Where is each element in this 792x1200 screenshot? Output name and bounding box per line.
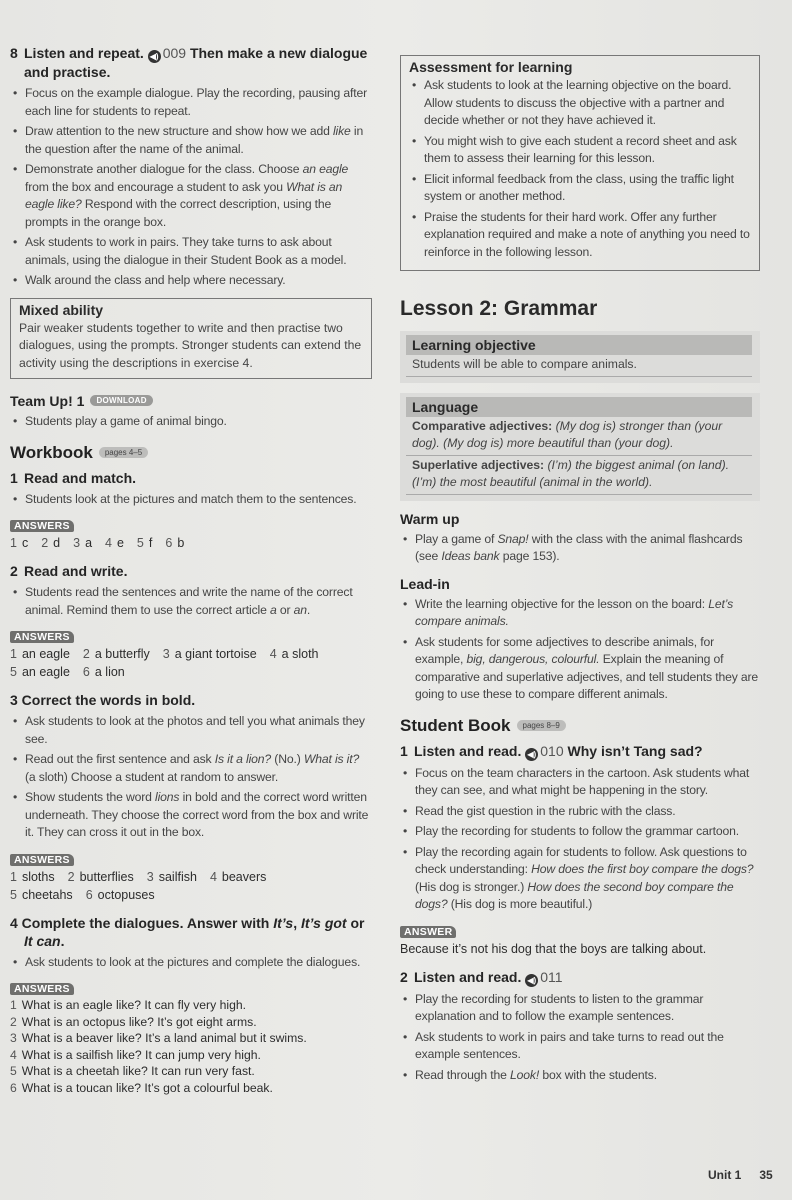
- text-segment: Ideas bank: [441, 549, 500, 563]
- answer-value: a sloth: [281, 647, 319, 661]
- text-segment: Praise the students for their hard work. Offer any further explanation required and make a note of anything you need to reinforce in the following lesson.: [424, 209, 750, 259]
- answer-number: 2: [10, 1014, 17, 1029]
- answer-value: cheetahs: [21, 887, 73, 902]
- bullet-item: [400, 844, 760, 914]
- answer-number: 3: [10, 1031, 17, 1045]
- answer-tag: ANSWER: [400, 926, 456, 938]
- box-title: Learning objective: [406, 335, 752, 355]
- answer-row: [10, 645, 372, 663]
- text-segment: (I’m) the biggest animal (on land). (I’m) the most beautiful (animal in the world).: [412, 457, 730, 489]
- text-segment: Students play a game of animal bingo.: [25, 414, 227, 428]
- workbook-ex1-heading: [10, 469, 372, 487]
- text-segment: or: [276, 602, 294, 617]
- bullet-item: [10, 954, 372, 972]
- text-segment: an: [293, 602, 307, 617]
- lesson-title: Lesson 2: Grammar: [400, 297, 598, 320]
- answer-value: beavers: [221, 869, 267, 884]
- text-segment: Let’s compare animals.: [415, 596, 734, 628]
- bullet-list: [10, 85, 372, 290]
- workbook-ex2-heading: [10, 562, 372, 580]
- bullet-item: [400, 1067, 760, 1085]
- bullet-item: [409, 77, 751, 130]
- box-title: Language: [406, 397, 752, 417]
- text-segment: page 153).: [499, 549, 560, 563]
- text-segment: .: [306, 602, 311, 617]
- answer-value: a lion: [94, 665, 125, 679]
- text-segment: (His dog is stronger.): [415, 879, 528, 894]
- answer-value: an eagle: [21, 665, 70, 679]
- answers: [10, 997, 372, 1096]
- bullet-item: [10, 161, 372, 231]
- exercise-number: 1: [10, 469, 18, 486]
- bullet-item: [10, 584, 372, 619]
- text-segment: Look!: [510, 1067, 540, 1082]
- answer-value: a giant tortoise: [174, 647, 257, 661]
- text-segment: Play a game of: [415, 531, 498, 546]
- answer-number: 2: [41, 536, 49, 550]
- answer-number: 2: [82, 647, 90, 661]
- objective-text: Students will be able to compare animals.: [406, 355, 752, 377]
- answers-tag: ANSWERS: [10, 983, 74, 995]
- text-segment: Comparative adjectives:: [412, 418, 556, 433]
- answer-value: What is a cheetah like? It can run very fast.: [21, 1064, 255, 1078]
- bullet-item: [10, 491, 372, 509]
- answer-value: c: [21, 536, 29, 550]
- bullet-item: [10, 123, 372, 158]
- bullet-item: [400, 991, 760, 1026]
- answer-value: a butterfly: [94, 647, 150, 661]
- answer-item: [10, 888, 73, 902]
- bullet-item: [400, 596, 760, 631]
- text-segment: (My dog is) stronger than (your dog). (My dog is) more beautiful than (your dog).: [412, 418, 723, 450]
- exercise-8-heading: [10, 44, 372, 81]
- text-segment: Is it a lion?: [214, 752, 272, 766]
- page-number: 35: [759, 1168, 773, 1182]
- answer-number: 3: [146, 869, 154, 884]
- page-footer: [708, 1168, 791, 1182]
- answer-value: b: [177, 536, 185, 550]
- student-book-heading: [400, 716, 760, 736]
- answer-item: [83, 647, 150, 661]
- section-title: Workbook: [10, 442, 93, 462]
- answer-value: What is an eagle like? It can fly very high.: [21, 998, 247, 1012]
- sb-ex1-heading: [400, 742, 760, 761]
- bullet-item: [10, 413, 372, 431]
- bullet-item: [400, 765, 760, 800]
- text-segment: 4 Complete the dialogues. Answer with: [10, 914, 274, 931]
- lead-in-heading: Lead-in: [400, 575, 450, 592]
- answer-value: octopuses: [97, 887, 155, 902]
- answer-item: [10, 536, 28, 550]
- text-segment: Ask students to look at the learning objective on the board. Allow students to discuss the objective with a partner and decide whether or not they have achieved it.: [424, 78, 732, 127]
- answer-item: [165, 536, 184, 550]
- exercise-title-2: Why isn’t Tang sad?: [567, 742, 703, 759]
- text-segment: Play the recording for students to listen to the grammar explanation and to follow the example sentences.: [415, 991, 704, 1023]
- answer-value: sailfish: [158, 869, 197, 884]
- answer-text: Because it’s not his dog that the boys are talking about.: [400, 941, 707, 956]
- text-segment: (No.): [271, 752, 304, 766]
- text-segment: Walk around the class and help where necessary.: [25, 273, 286, 287]
- right-column: [400, 55, 760, 1090]
- bullet-list: [10, 713, 372, 842]
- bullet-list: [409, 77, 751, 261]
- answer-item: [105, 536, 124, 550]
- bullet-list: [400, 596, 760, 704]
- assessment-box: [400, 55, 760, 271]
- audio-icon: ◀): [525, 748, 538, 761]
- text-segment: Superlative adjectives:: [412, 457, 548, 472]
- text-segment: It’s: [273, 914, 294, 931]
- text-segment: It can: [24, 932, 61, 949]
- bullet-item: [10, 713, 372, 748]
- text-segment: Ask students to look at the pictures and complete the dialogues.: [25, 954, 361, 969]
- audio-track: 009: [162, 45, 187, 61]
- answers: [10, 868, 372, 904]
- answer-number: 1: [10, 869, 17, 884]
- text-segment: Demonstrate another dialogue for the class. Choose: [25, 162, 303, 176]
- answers: [10, 645, 372, 681]
- answer-row: [10, 868, 372, 886]
- text-segment: How does the first boy compare the dogs?: [531, 862, 754, 876]
- bullet-list: [10, 954, 372, 972]
- answer-row: [10, 1047, 372, 1064]
- answer-number: 5: [10, 1064, 17, 1078]
- workbook-ex3-heading: [10, 691, 372, 709]
- bullet-item: [409, 171, 751, 206]
- box-title: Assessment for learning: [409, 59, 573, 75]
- text-segment: Read the gist question in the rubric with the class.: [415, 803, 676, 818]
- answer-number: 2: [67, 869, 75, 884]
- text-segment: Students look at the pictures and match them to the sentences.: [25, 491, 357, 506]
- answer-value: What is a toucan like? It’s got a colourful beak.: [21, 1080, 273, 1095]
- bullet-item: [409, 209, 751, 262]
- bullet-item: [400, 803, 760, 821]
- answer-number: 6: [85, 887, 93, 902]
- text-segment: Focus on the team characters in the cartoon. Ask students what they can see, and what might be happening in the story.: [415, 765, 750, 797]
- text-segment: You might wish to give each student a record sheet and ask them to assess their learning for this lesson.: [424, 133, 737, 165]
- sb-ex2-heading: [400, 968, 760, 987]
- exercise-title: Read and match.: [24, 469, 137, 486]
- bullet-list: [400, 991, 760, 1085]
- answer-item: [210, 870, 266, 884]
- answer-item: [137, 536, 152, 550]
- answer-number: 6: [165, 536, 173, 550]
- text-segment: Read out the first sentence and ask: [25, 752, 215, 766]
- audio-track: 010: [540, 742, 564, 759]
- exercise-title-2: Then make a new dialogue and practise.: [24, 45, 368, 80]
- left-column: [10, 44, 372, 1106]
- language-box: [400, 393, 760, 501]
- answer-number: 6: [10, 1080, 17, 1095]
- answers-tag: ANSWERS: [10, 520, 74, 532]
- text-segment: Focus on the example dialogue. Play the recording, pausing after each line for students to repeat.: [25, 86, 368, 118]
- exercise-number: 2: [10, 563, 18, 579]
- text-segment: .: [191, 692, 196, 708]
- text-segment: How does the second boy compare the dogs?: [415, 879, 734, 911]
- exercise-title: Listen and read.: [414, 968, 522, 985]
- unit-label: Unit 1: [708, 1168, 742, 1182]
- download-badge[interactable]: DOWNLOAD: [90, 395, 152, 406]
- text-segment: (a sloth) Choose a student at random to answer.: [25, 769, 279, 784]
- text-segment: Play the recording for students to follow the grammar cartoon.: [415, 824, 739, 838]
- text-segment: Write the learning objective for the lesson on the board:: [415, 596, 709, 611]
- learning-objective-box: [400, 331, 760, 383]
- text-segment: Students read the sentences and write the name of the correct animal. Remind them to use the correct article: [25, 585, 353, 617]
- bullet-item: [10, 751, 372, 786]
- answer-number: 4: [269, 647, 277, 661]
- answer-row: [10, 1014, 372, 1031]
- answer-row: [10, 1080, 372, 1097]
- text-segment: box with the students.: [539, 1067, 657, 1082]
- text-segment: in bold and the correct word written underneath. They choose the correct word from the box and write it. They can cross it out in the box.: [25, 790, 369, 839]
- answer-value: butterflies: [79, 869, 134, 884]
- workbook-heading: [10, 443, 372, 463]
- text-segment: Read through the: [415, 1067, 511, 1082]
- bullet-list: [400, 765, 760, 914]
- answer-number: 4: [105, 536, 112, 550]
- answer-value: What is a beaver like? It’s a land animal but it swims.: [21, 1031, 307, 1045]
- mixed-ability-box: [10, 298, 372, 380]
- bullet-item: [400, 531, 760, 566]
- bullet-list: [400, 531, 760, 566]
- workbook-ex4-heading: [10, 914, 372, 950]
- text-segment: Ask students for some adjectives to describe animals, for example,: [415, 634, 714, 666]
- exercise-title: Read and write.: [24, 563, 128, 579]
- answer-value: a: [85, 536, 93, 550]
- text-segment: 3 Correct the words in: [10, 692, 162, 708]
- text-segment: (His dog is more beautiful.): [447, 897, 593, 911]
- answer-item: [10, 870, 55, 884]
- answer-item: [10, 665, 70, 679]
- superlative-row: [406, 456, 752, 495]
- exercise-number: 2: [400, 968, 408, 985]
- bullet-list: [10, 491, 372, 509]
- comparative-row: [406, 417, 752, 456]
- answer-number: 1: [10, 998, 17, 1012]
- text-segment: lions: [155, 790, 180, 804]
- warm-up-heading: Warm up: [400, 510, 460, 527]
- team-up-title: Team Up! 1: [10, 393, 85, 409]
- answer-number: 6: [82, 665, 90, 679]
- bullet-item: [10, 272, 372, 290]
- answer-number: 3: [162, 647, 170, 661]
- audio-track: 011: [540, 968, 563, 985]
- answer-item: [83, 665, 125, 679]
- answer-row: [10, 663, 372, 681]
- answer-item: [41, 536, 60, 550]
- answer-number: 5: [10, 887, 17, 902]
- answer-number: 1: [10, 536, 17, 550]
- bullet-item: [10, 85, 372, 120]
- answer-value: e: [116, 536, 124, 550]
- bullet-list: [10, 413, 372, 431]
- text-segment: Ask students to look at the photos and tell you what animals they see.: [25, 714, 365, 746]
- answer-item: [68, 870, 134, 884]
- bullet-item: [409, 133, 751, 168]
- text-segment: Respond with the correct description, using the prompts in the orange box.: [25, 197, 332, 229]
- box-text: Pair weaker students together to write and then practise two dialogues, using the prompts. Stronger students can extend the activity using the descriptions in exercise 4.: [19, 320, 362, 370]
- text-segment: .: [60, 932, 65, 949]
- text-segment: Show students the word: [25, 790, 156, 804]
- text-segment: from the box and encourage a student to ask you: [25, 179, 287, 194]
- text-segment: What is it?: [303, 752, 360, 766]
- answer-number: 1: [10, 647, 17, 661]
- text-segment: with the class with the animal flashcards (see: [415, 531, 743, 563]
- answer-value: What is a sailfish like? It can jump very high.: [21, 1047, 261, 1062]
- box-title: Mixed ability: [19, 301, 104, 318]
- exercise-number: 8: [10, 45, 18, 61]
- answers-tag: ANSWERS: [10, 631, 74, 643]
- answer-row: [10, 1063, 372, 1080]
- text-segment: like: [332, 124, 351, 138]
- answer-number: 3: [73, 536, 81, 550]
- audio-icon: ◀): [148, 50, 161, 63]
- text-segment: Explain the meaning of comparative and superlative adjectives, and tell students they are going to use these to compare different animals.: [415, 652, 759, 701]
- pages-badge: pages 4–5: [99, 447, 148, 458]
- pages-badge: pages 8–9: [517, 720, 566, 731]
- answer-item: [163, 647, 257, 661]
- answer-item: [147, 870, 197, 884]
- text-segment: It’s got: [300, 914, 347, 931]
- bullet-item: [10, 234, 372, 269]
- text-segment: Ask students to work in pairs and take turns to read out the example sentences.: [415, 1029, 724, 1061]
- answer-value: f: [148, 536, 153, 550]
- answer-value: an eagle: [21, 647, 70, 661]
- answer-number: 5: [136, 536, 144, 550]
- bullet-list: [10, 584, 372, 619]
- section-title: Student Book: [400, 715, 511, 735]
- answer-value: What is an octopus like? It’s got eight arms.: [21, 1014, 257, 1029]
- answer-item: [270, 647, 319, 661]
- text-segment: Elicit informal feedback from the class, using the traffic light system or another method.: [424, 171, 734, 203]
- text-segment: ,: [293, 914, 301, 931]
- text-segment: an eagle: [302, 162, 349, 176]
- answer-row: [10, 997, 372, 1014]
- answers-tag: ANSWERS: [10, 854, 74, 866]
- answer-number: 4: [10, 1047, 17, 1062]
- answer-value: d: [53, 536, 61, 550]
- text-segment: Play the recording again for students to follow. Ask questions to check understanding:: [415, 844, 747, 876]
- text-segment: Snap!: [497, 531, 529, 546]
- answer-row: [10, 886, 372, 904]
- team-up-heading: [10, 393, 372, 409]
- bullet-item: [400, 1029, 760, 1064]
- answers: [10, 534, 372, 552]
- text-segment: in the question after the name of the animal.: [25, 124, 364, 156]
- answer-item: [73, 536, 92, 550]
- bullet-item: [10, 789, 372, 842]
- text-segment: big, dangerous, colourful.: [466, 652, 600, 666]
- text-segment: Draw attention to the new structure and show how we add: [25, 124, 333, 138]
- exercise-number: 1: [400, 742, 408, 759]
- answer-item: [86, 888, 155, 902]
- answer-item: [10, 647, 70, 661]
- text-segment: Ask students to work in pairs. They take turns to ask about animals, using the dialogue in their Student Book as a model.: [25, 235, 347, 267]
- answer-value: sloths: [21, 869, 55, 884]
- answer-number: 4: [209, 869, 217, 884]
- bullet-item: [400, 823, 760, 841]
- text-segment: a: [269, 602, 277, 617]
- bullet-item: [400, 634, 760, 704]
- exercise-title: Listen and read.: [414, 742, 522, 759]
- answer-row: [10, 1030, 372, 1047]
- audio-icon: ◀): [525, 974, 538, 987]
- answer-number: 5: [10, 665, 17, 679]
- text-segment: What is an eagle like?: [25, 179, 343, 211]
- text-segment: bold: [161, 692, 192, 708]
- text-segment: or: [346, 914, 365, 931]
- exercise-title: Listen and repeat.: [24, 45, 144, 61]
